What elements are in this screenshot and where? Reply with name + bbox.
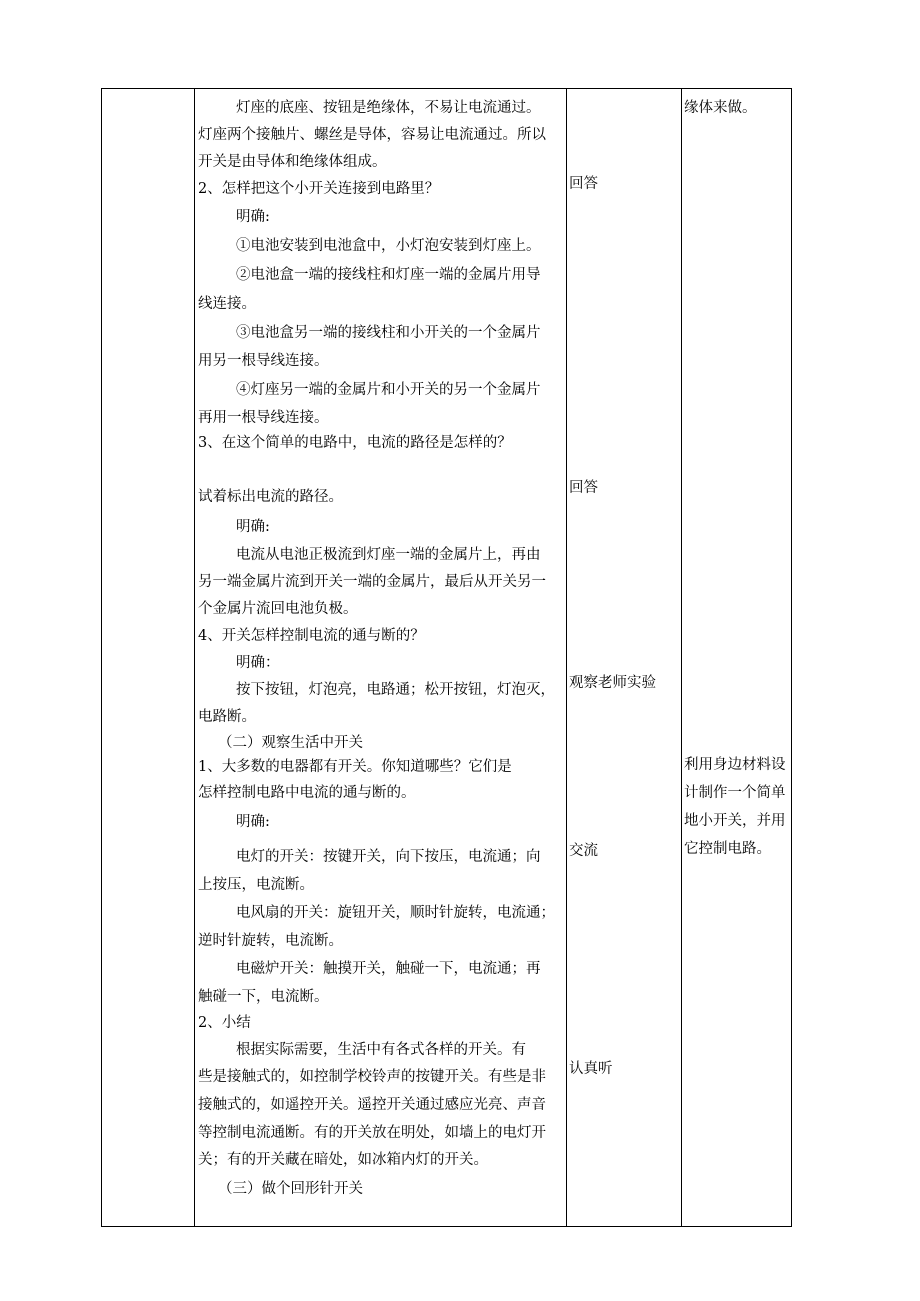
content-line: 怎样控制电路中电流的通与断的。 — [198, 785, 416, 801]
content-line: 2、怎样把这个小开关连接到电路里？ — [198, 181, 440, 197]
content-line: 线连接。 — [198, 296, 256, 312]
content-line: 些是接触式的，如控制学校铃声的按键开关。有些是非 — [198, 1069, 546, 1085]
activity-item: 回答 — [569, 176, 598, 192]
note-line: 利用身边材料设 — [684, 757, 786, 773]
content-line: 3、在这个简单的电路中，电流的路径是怎样的？ — [198, 435, 512, 451]
content-line: 电流从电池正极流到灯座一端的金属片上，再由 — [236, 547, 541, 563]
content-line: 开关是由导体和绝缘体组成。 — [198, 154, 387, 170]
activity-item: 认真听 — [569, 1061, 613, 1077]
section-heading: （二）观察生活中开关 — [218, 735, 363, 751]
content-line: 逆时针旋转，电流断。 — [198, 933, 343, 949]
content-line: 明确： — [236, 655, 280, 671]
content-line: 接触式的，如遥控开关。遥控开关通过感应光亮、声音 — [198, 1097, 546, 1113]
content-line: 电磁炉开关：触摸开关，触碰一下，电流通；再 — [236, 961, 541, 977]
content-line: ③电池盒另一端的接线柱和小开关的一个金属片 — [236, 325, 541, 341]
content-line: 明确: — [236, 814, 270, 830]
content-line: ②电池盒一端的接线柱和灯座一端的金属片用导 — [236, 267, 541, 283]
activity-item: 交流 — [569, 843, 598, 859]
column-divider — [566, 89, 567, 1226]
column-divider — [194, 89, 195, 1226]
content-line: 电风扇的开关：旋钮开关，顺时针旋转，电流通； — [236, 905, 555, 921]
content-line: 关；有的开关藏在暗处，如冰箱内灯的开关。 — [198, 1152, 488, 1168]
blank-cell — [102, 89, 194, 1226]
content-line: 2、小结 — [198, 1015, 251, 1031]
content-line: 按下按钮，灯泡亮，电路通；松开按钮，灯泡灭， — [236, 682, 555, 698]
content-line: 明确: — [236, 209, 270, 225]
note-line: 地小开关，并用 — [684, 813, 786, 829]
column-divider — [681, 89, 682, 1226]
content-line: 明确: — [236, 519, 270, 535]
note-line: 计制作一个简单 — [684, 785, 786, 801]
activity-item: 回答 — [569, 480, 598, 496]
content-line: 再用一根导线连接。 — [198, 410, 329, 426]
content-line: ④灯座另一端的金属片和小开关的另一个金属片 — [236, 382, 541, 398]
content-line: 另一端金属片流到开关一端的金属片，最后从开关另一 — [198, 574, 546, 590]
content-line: 上按压，电流断。 — [198, 877, 314, 893]
content-line: 4、开关怎样控制电流的通与断的？ — [198, 628, 425, 644]
content-line: 灯座两个接触片、螺丝是导体，容易让电流通过。所以 — [198, 127, 546, 143]
content-line: 用另一根导线连接。 — [198, 353, 329, 369]
content-line: 触碰一下，电流断。 — [198, 989, 329, 1005]
content-line: 试着标出电流的路径。 — [198, 489, 343, 505]
content-line: 电灯的开关：按键开关，向下按压，电流通；向 — [236, 849, 541, 865]
content-line: 灯座的底座、按钮是绝缘体，不易让电流通过。 — [236, 100, 541, 116]
content-line: ①电池安装到电池盒中，小灯泡安装到灯座上。 — [236, 238, 541, 254]
content-line: 根据实际需要，生活中有各式各样的开关。有 — [236, 1042, 526, 1058]
content-line: 等控制电流通断。有的开关放在明处，如墙上的电灯开 — [198, 1125, 546, 1141]
note-line: 缘体来做。 — [684, 100, 757, 116]
content-line: 电路断。 — [198, 709, 256, 725]
content-line: 个金属片流回电池负极。 — [198, 601, 358, 617]
activity-item: 观察老师实验 — [569, 675, 656, 691]
lesson-table — [101, 88, 792, 1227]
content-line: 1、大多数的电器都有开关。你知道哪些？它们是 — [198, 759, 512, 775]
note-line: 它控制电路。 — [684, 841, 771, 857]
section-heading: （三）做个回形针开关 — [218, 1181, 363, 1197]
